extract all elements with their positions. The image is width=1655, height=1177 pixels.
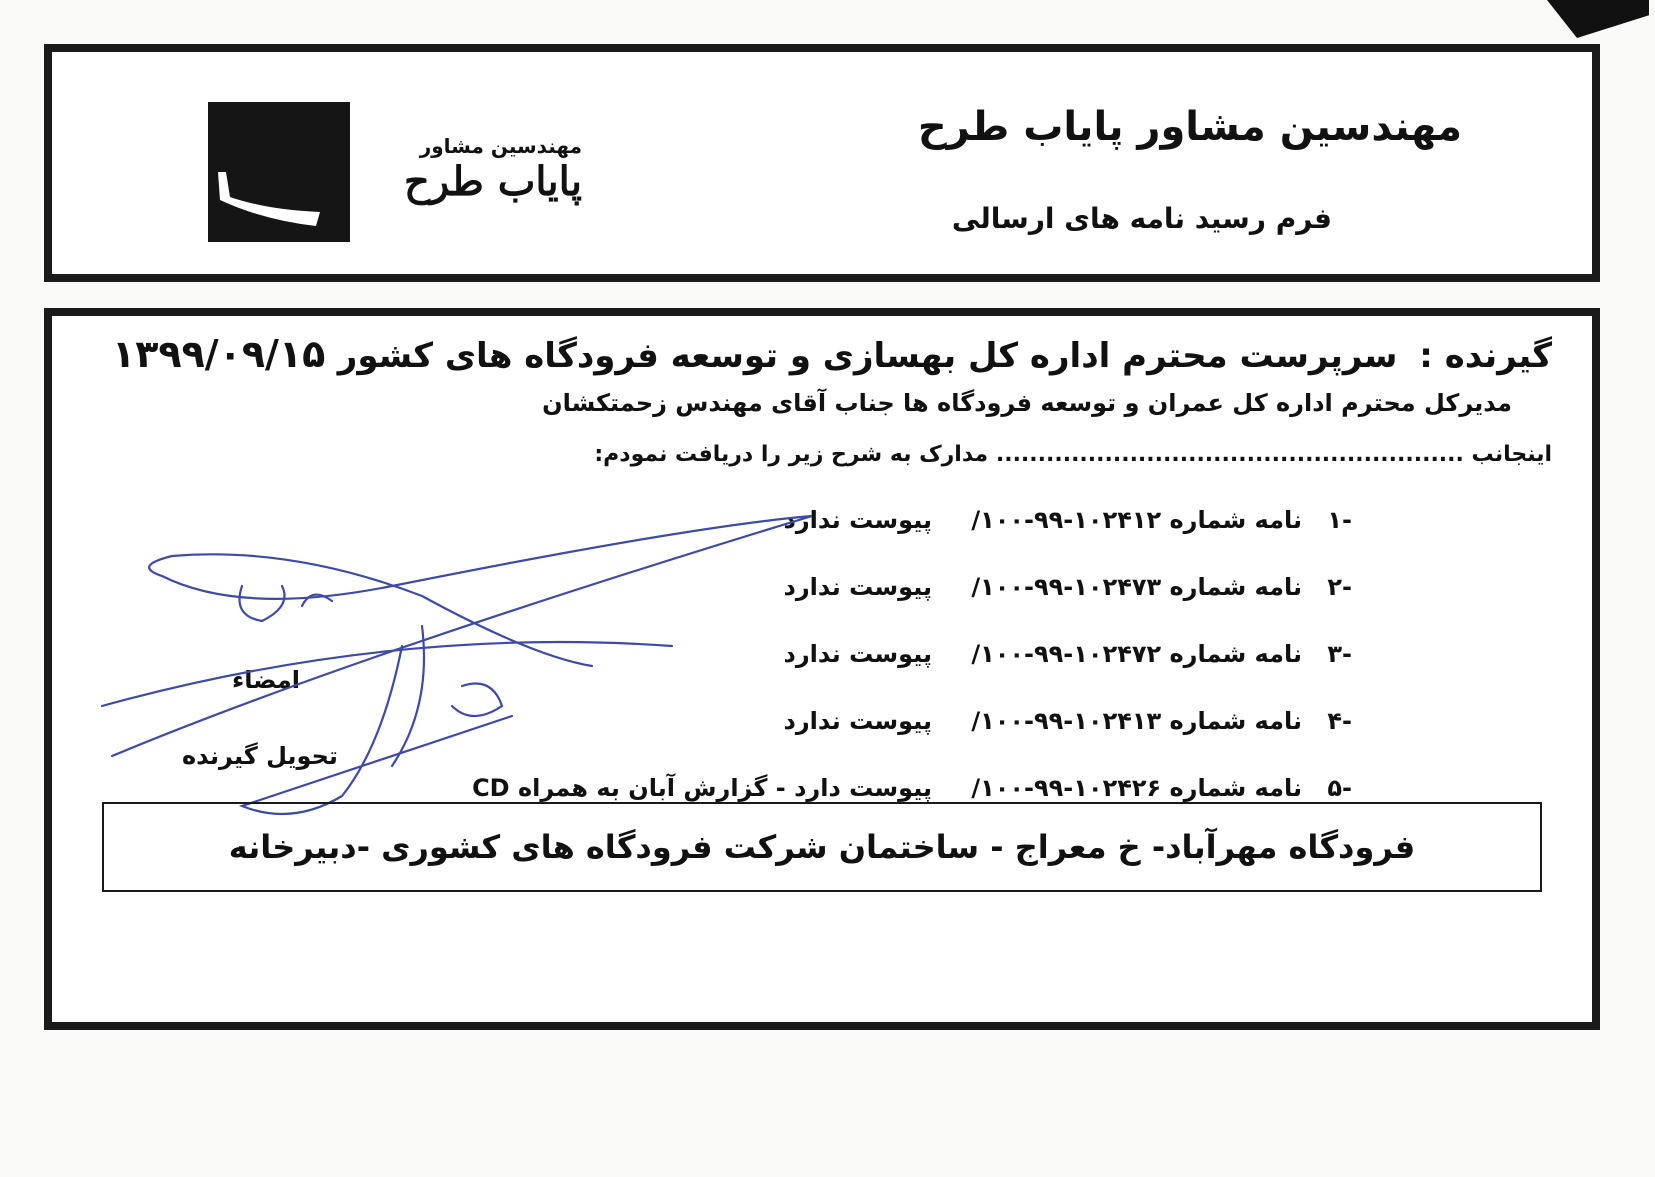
receipt-prefix: اینجانب — [1471, 442, 1552, 467]
handwritten-signature — [92, 506, 812, 826]
logo-subtitle: مهندسین مشاور — [419, 134, 582, 158]
item-number: -۵ — [1327, 774, 1352, 802]
letter-number: نامه شماره ۱۰۲۴۷۲-۹۹-۱۰۰/ — [971, 640, 1302, 668]
attachment-status: پیوست دارد - گزارش آبان به همراه CD — [472, 774, 932, 802]
receipt-suffix: مدارک به شرح زیر را دریافت نمودم: — [594, 442, 989, 467]
item-number: -۱ — [1327, 506, 1352, 534]
receipt-statement — [594, 442, 1552, 467]
company-logo-icon — [208, 102, 350, 242]
letter-number: نامه شماره ۱۰۲۴۷۳-۹۹-۱۰۰/ — [971, 573, 1302, 601]
attachment-status: پیوست ندارد — [783, 707, 932, 735]
logo-name: پایاب طرح — [404, 158, 582, 205]
recipient-label: گیرنده : — [1419, 336, 1552, 376]
body-frame — [44, 308, 1600, 1030]
form-title: فرم رسید نامه های ارسالی — [951, 202, 1332, 235]
address-box: فرودگاه مهرآباد- خ معراج - ساختمان شرکت فرودگاه های کشوری -دبیرخانه — [102, 802, 1542, 892]
deliver-label: تحویل گیرنده — [182, 742, 338, 770]
scan-corner-mark — [1529, 0, 1649, 38]
signature-label: امضاء — [232, 666, 301, 694]
recipient-line — [338, 336, 1552, 376]
attachment-status: پیوست ندارد — [783, 640, 932, 668]
attachment-status: پیوست ندارد — [783, 573, 932, 601]
letter-number: نامه شماره ۱۰۲۴۱۲-۹۹-۱۰۰/ — [971, 506, 1302, 534]
item-number: -۲ — [1327, 573, 1352, 601]
receipt-blank: ........................................................ — [995, 442, 1464, 467]
document-date: ۱۳۹۹/۰۹/۱۵ — [112, 332, 326, 376]
attachment-status: پیوست ندارد — [783, 506, 932, 534]
recipient-line-2: مدیرکل محترم اداره کل عمران و توسعه فرودگاه ها جناب آقای مهندس زحمتکشان — [542, 389, 1512, 417]
company-title: مهندسین مشاور پایاب طرح — [917, 104, 1462, 150]
letter-number: نامه شماره ۱۰۲۴۲۶-۹۹-۱۰۰/ — [971, 774, 1302, 802]
item-number: -۳ — [1327, 640, 1352, 668]
header-frame — [44, 44, 1600, 282]
letter-number: نامه شماره ۱۰۲۴۱۳-۹۹-۱۰۰/ — [971, 707, 1302, 735]
item-number: -۴ — [1327, 707, 1352, 735]
recipient-value: سرپرست محترم اداره کل بهسازی و توسعه فرودگاه های کشور — [337, 336, 1398, 376]
